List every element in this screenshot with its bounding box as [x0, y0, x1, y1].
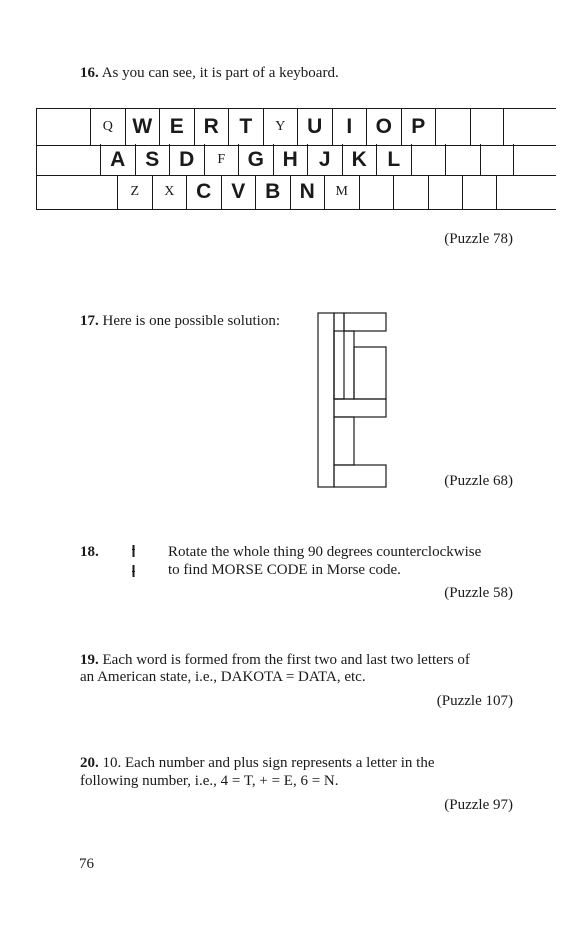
item-17-body: Here is one possible solution:	[102, 313, 280, 329]
key-blank	[393, 175, 428, 209]
key-d: D	[169, 144, 204, 175]
morse-tick	[132, 571, 135, 572]
key-b: B	[255, 175, 290, 209]
key-m: M	[324, 175, 359, 209]
key-k: K	[342, 144, 377, 175]
item-17-number: 17.	[80, 313, 99, 329]
key-t: T	[228, 109, 263, 145]
key-u: U	[297, 109, 332, 145]
key-p: P	[401, 109, 436, 145]
key-c: C	[186, 175, 221, 209]
key-n: N	[290, 175, 325, 209]
keyboard-left-edge	[36, 109, 37, 145]
key-q: Q	[90, 109, 125, 145]
keyboard-row-1	[36, 108, 556, 146]
item-20-number: 20.	[80, 755, 99, 771]
item-18-ref: (Puzzle 58)	[444, 585, 513, 601]
key-i: I	[332, 109, 367, 145]
key-z: Z	[117, 175, 152, 209]
key-y: Y	[263, 109, 298, 145]
key-g: G	[238, 144, 273, 175]
keyboard-row-2	[36, 144, 556, 176]
item-16-text	[80, 64, 339, 82]
item-20-body: 10. Each number and plus sign represents a letter in the	[102, 755, 435, 771]
e-top-left-block	[334, 313, 344, 399]
key-f: F	[204, 144, 239, 175]
morse-dash	[133, 545, 135, 557]
key-blank	[359, 175, 394, 209]
key-w: W	[125, 109, 160, 145]
key-o: O	[366, 109, 401, 145]
item-19-body: Each word is formed from the first two and last two letters of	[102, 652, 470, 668]
key-l: L	[376, 144, 411, 175]
keyboard-left-edge	[36, 144, 37, 175]
key-e: E	[159, 109, 194, 145]
page-number: 76	[79, 856, 94, 872]
item-19-number: 19.	[80, 652, 99, 668]
key-blank	[435, 109, 470, 145]
e-top-arm	[344, 313, 386, 331]
item-19-ref: (Puzzle 107)	[436, 693, 513, 709]
item-18-line-2: to find MORSE CODE in Morse code.	[168, 562, 401, 578]
key-v: V	[221, 175, 256, 209]
item-18-number: 18.	[80, 544, 99, 560]
item-17-text	[80, 312, 280, 330]
key-r: R	[194, 109, 229, 145]
item-20-line-2: following number, i.e., 4 = T, + = E, 6 = N.	[80, 773, 339, 789]
e-upper-middle-arm	[354, 347, 386, 399]
item-16-ref: (Puzzle 78)	[444, 231, 513, 247]
key-blank	[445, 144, 480, 175]
item-20-line-1	[80, 754, 435, 772]
e-bottom-arm	[334, 465, 386, 487]
key-x: X	[152, 175, 187, 209]
item-16-body: As you can see, it is part of a keyboard.	[101, 65, 339, 81]
keyboard-row-3	[36, 175, 556, 210]
morse-code-glyph	[131, 545, 137, 579]
key-blank	[428, 175, 463, 209]
key-s: S	[135, 144, 170, 175]
morse-tick	[132, 549, 135, 550]
keyboard-left-edge	[36, 175, 37, 209]
item-19-line-2: an American state, i.e., DAKOTA = DATA, etc.	[80, 669, 366, 685]
key-h: H	[273, 144, 308, 175]
e-outer-bar	[318, 313, 334, 487]
item-20-ref: (Puzzle 97)	[444, 797, 513, 813]
key-a: A	[100, 144, 135, 175]
key-blank	[411, 144, 446, 175]
letter-e-solution-diagram	[318, 313, 388, 488]
item-16-number: 16.	[80, 65, 99, 81]
key-blank	[462, 175, 497, 209]
key-blank	[470, 109, 505, 145]
key-blank	[480, 144, 515, 175]
item-19-line-1	[80, 651, 470, 669]
item-17-ref: (Puzzle 68)	[444, 473, 513, 489]
e-lower-inner-spine	[334, 417, 354, 465]
e-lower-middle-arm	[334, 399, 386, 417]
item-18-line-1: Rotate the whole thing 90 degrees counterclockwise	[168, 544, 482, 560]
key-j: J	[307, 144, 342, 175]
